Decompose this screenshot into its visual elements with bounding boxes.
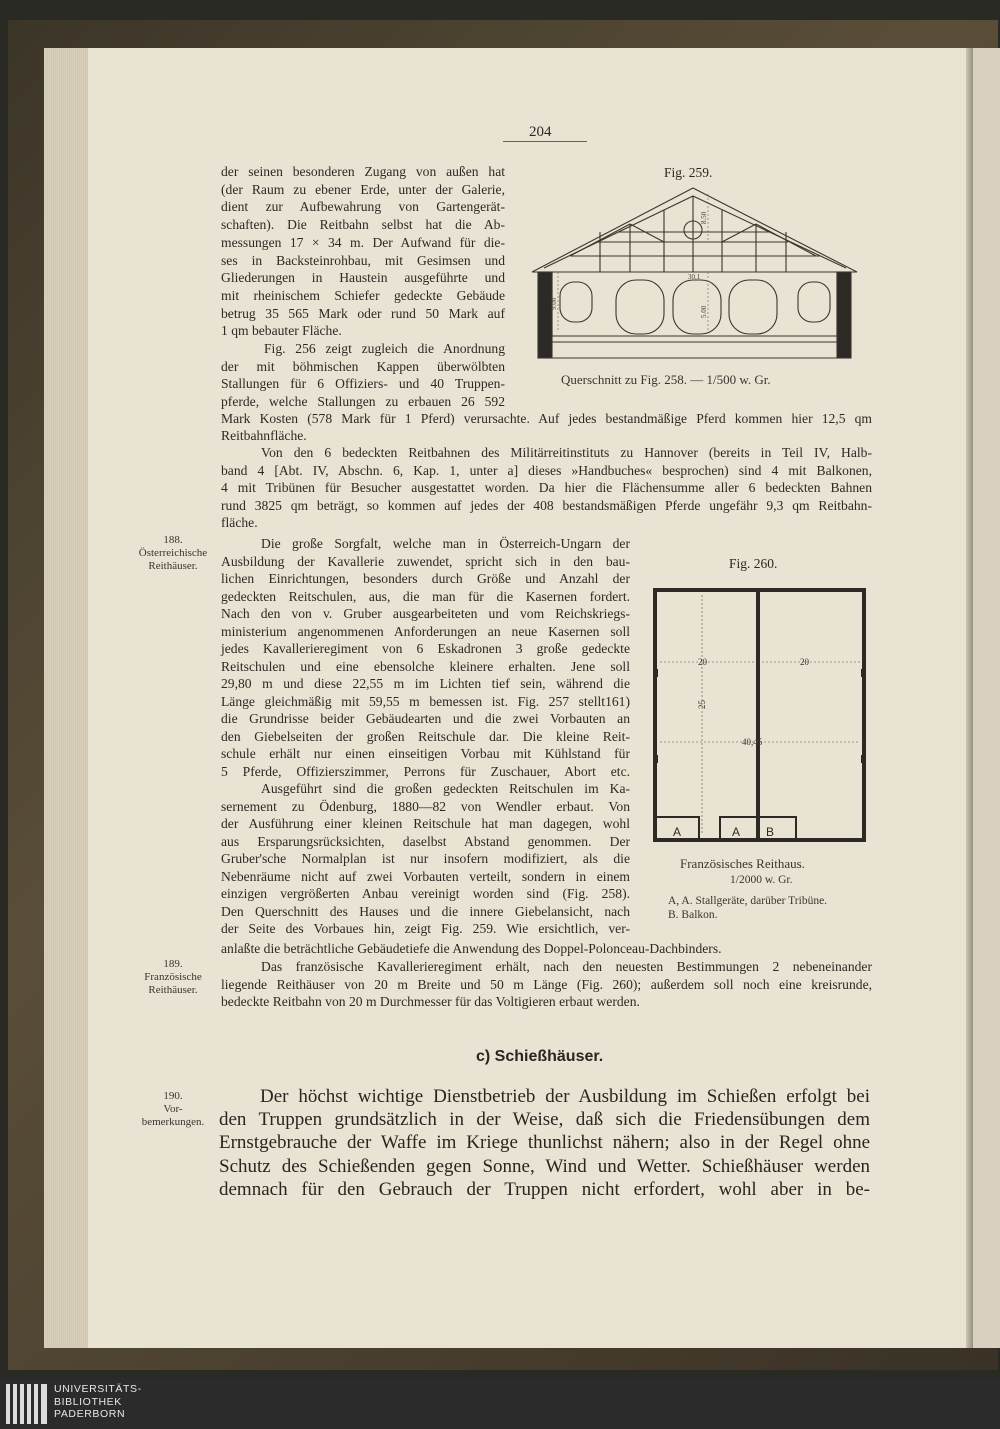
- full-line-3: anlaßte die beträchtliche Gebäudetiefe die Anwendung des Doppel-Polonceau-Dachbinders.: [221, 941, 722, 956]
- library-logo-bars: [4, 1382, 50, 1426]
- para-french-line: Das französische Kavallerieregiment erhält, nach den neuesten Bestimmungen 2 nebeneinander: [261, 959, 872, 974]
- fig260-caption: Französisches Reithaus.: [680, 856, 805, 871]
- fig260-legend-a: A, A. Stallgeräte, darüber Tribüne.: [668, 895, 828, 907]
- col-left-mid-line: die Grundrisse beider Gebäudearten und die zwei Vorbauten an: [221, 711, 630, 726]
- fig260-dim-25: 25: [697, 700, 707, 709]
- col-left-top-line: der mit böhmischen Kappen überwölbten: [221, 358, 505, 374]
- fig259-dim-301: 30.1: [688, 273, 701, 281]
- para-large-line: demnach für den Gebrauch der Truppen nicht erfordert, wohl aber in be-: [219, 1178, 870, 1200]
- col-left-mid-line: lichen Einrichtungen, besonders durch Größe und Anzahl der: [221, 571, 630, 586]
- col-left-top-line: Gliederungen in Haustein ausgeführte und: [221, 270, 505, 286]
- col-left-top-line: betrug 35 565 Mark oder rund 50 Mark auf: [221, 305, 505, 321]
- para-french-line: liegende Reithäuser von 20 m Breite und 50 m Länge (Fig. 260); außerdem soll noch eine kreisrunde,: [221, 976, 872, 992]
- col-left-top-line: 1 qm bebauter Fläche.: [221, 323, 342, 339]
- page-edges: [44, 48, 90, 1348]
- fig260-title: Fig. 260.: [729, 556, 778, 571]
- fig259-caption: Querschnitt zu Fig. 258. — 1/500 w. Gr.: [561, 372, 771, 387]
- full-line-2: Reitbahnfläche.: [221, 428, 307, 443]
- para-hannover-line: band 4 [Abt. IV, Abschn. 6, Kap. 1, unter a] dieses »Handbuches« besprochen) sind 4 mit Balkonen,: [221, 462, 872, 478]
- section-heading: c) Schießhäuser.: [476, 1048, 604, 1065]
- col-left-top-line: (der Raum zu ebener Erde, unter der Galerie,: [221, 181, 505, 197]
- fig259-cross-section: [530, 184, 860, 369]
- col-left-top-line: pferde, welche Stallungen zu erbauen 26 592: [221, 394, 505, 410]
- side-190-line: 190.: [163, 1090, 183, 1102]
- side-189-line: Französische: [144, 971, 202, 983]
- col-left-top-line: schaften). Die Reitbahn selbst hat die Ab-: [221, 217, 505, 233]
- col-left-top-line: messungen 17 × 34 m. Der Aufwand für die-: [221, 234, 505, 250]
- library-footer: [0, 1378, 1000, 1429]
- col-left-mid-line: einzigen vergrößerten Anbau vereinigt worden sind (Fig. 258).: [221, 886, 630, 901]
- col-left-mid-line: aus Ersparungsrücksichten, daselbst Abstand genommen. Der: [221, 833, 630, 849]
- fig260-scale: 1/2000 w. Gr.: [730, 874, 793, 886]
- side-188-line: 188.: [163, 534, 183, 546]
- col-left-mid-line: Nebenräume nicht auf zwei Vorbauten verteilt, sondern in einem: [221, 868, 630, 884]
- page-number-rule: [503, 141, 587, 142]
- col-left-top-line: der seinen besonderen Zugang von außen hat: [221, 164, 505, 179]
- side-188-line: Reithäuser.: [148, 560, 198, 572]
- fig259-title: Fig. 259.: [664, 165, 713, 180]
- page-number: 204: [529, 124, 552, 140]
- col-left-mid-line: Ausgeführt sind die großen gedeckten Reitschulen im Ka-: [261, 781, 630, 796]
- col-left-top-line: Fig. 256 zeigt zugleich die Anordnung: [264, 341, 505, 356]
- side-189-line: 189.: [163, 958, 183, 970]
- para-large-line: Der höchst wichtige Dienstbetrieb der Ausbildung im Schießen erfolgt bei: [260, 1086, 870, 1107]
- fig260-label-b: B: [766, 825, 775, 839]
- next-page-edge: [973, 48, 1000, 1348]
- side-188-line: Österreichische: [138, 547, 208, 559]
- col-left-mid-line: ministerium angenommenen Anforderungen an neue Kasernen soll: [221, 623, 630, 639]
- col-left-mid-line: sernement zu Ödenburg, 1880—82 von Wendler erbaut. Von: [221, 798, 630, 814]
- col-left-top-line: mit rheinischem Schiefer gedeckte Gebäude: [221, 287, 505, 303]
- fig260-floor-plan: [650, 585, 870, 845]
- full-line-1: Mark Kosten (578 Mark für 1 Pferd) verursachte. Auf jedes bestandmäßige Pferd kommen hier 12,5 qm: [221, 411, 872, 426]
- col-left-mid-line: Die große Sorgfalt, welche man in Österreich-Ungarn der: [261, 536, 630, 551]
- col-left-mid-line: jedes Kavallerieregiment von 6 Eskadronen 3 große gedeckte: [221, 641, 630, 656]
- col-left-mid-line: den Giebelseiten der großen Reitschule dar. Die kleine Reit-: [221, 728, 630, 744]
- fig259-dim-900: 9.00: [550, 297, 558, 310]
- para-large-line: Ernstgebrauche der Waffe im Kriege thunlichst nähern; also in der Regel ohne: [219, 1132, 870, 1154]
- para-hannover-line: 4 mit Tribünen für Besucher ausgestattet worden. Da hier die Flächensumme aller 6 bedeckten Bahnen: [221, 480, 872, 495]
- side-190-line: Vor-: [163, 1103, 183, 1115]
- fig260-dim-20b: 20: [800, 657, 809, 667]
- para-large-line: Schutz des Schießenden gegen Sonne, Wind und Wetter. Schießhäuser werden: [219, 1155, 870, 1177]
- col-left-top-line: dient zur Aufbewahrung von Gartengerät-: [221, 199, 505, 215]
- para-hannover-line: rund 3825 qm beträgt, so kommen auf jedes der 408 bestandsmäßigen Pferde ungefähr 9,3 qm Reitbahn-: [221, 497, 872, 513]
- col-left-mid-line: Reitschulen und eine ebensolche kleinere erhalten. Jene soll: [221, 658, 630, 674]
- col-left-mid-line: Nach den von v. Gruber ausgearbeiteten und vom Reichskriegs-: [221, 606, 630, 621]
- para-french-line: bedeckte Reitbahn von 20 m Durchmesser für das Voltigieren erbaut werden.: [221, 994, 640, 1009]
- library-logo-text: UNIVERSITÄTS- BIBLIOTHEK PADERBORN: [54, 1383, 142, 1420]
- col-left-top-line: ses in Backsteinrohbau, mit Gesimsen und: [221, 252, 505, 268]
- side-189-line: Reithäuser.: [148, 984, 198, 996]
- col-left-mid-line: gedeckten Reitschulen, aus, die man für die Kasernen fordert.: [221, 588, 630, 604]
- para-large-line: den Truppen grundsätzlich in der Weise, daß sich die Friedensübungen dem: [219, 1109, 870, 1131]
- col-left-mid-line: schule erhält nur einen einseitigen Vorbau mit Kühlstand für: [221, 746, 630, 761]
- fig260-label-a1: A: [673, 825, 682, 839]
- col-left-mid-line: Länge gleichmäßig mit 59,55 m bemessen ist. Fig. 257 stellt161): [221, 693, 630, 709]
- para-hannover-line: fläche.: [221, 515, 258, 530]
- fig260-label-a2: A: [732, 825, 741, 839]
- col-left-mid-line: 5 Pferde, Offizierszimmer, Perrons für Zuschauer, Abort etc.: [221, 763, 630, 779]
- col-left-mid-line: Ausbildung der Kavallerie zuwendet, spricht sich in den bau-: [221, 553, 630, 569]
- fig260-dim-4045: 40,45: [742, 737, 763, 747]
- col-left-mid-line: der Ausführung einer kleinen Reitschule hat man dagegen, wohl: [221, 816, 630, 831]
- fig260-legend-b: B. Balkon.: [668, 909, 718, 921]
- col-left-mid-line: der Seite des Vorbaues hin, zeigt Fig. 259. Wie ersichtlich, ver-: [221, 921, 630, 936]
- library-logo: [4, 1382, 144, 1426]
- fig259-dim-500: 5.00: [700, 305, 708, 318]
- col-left-mid-line: 29,80 m und diese 22,55 m im Lichten tief sein, während die: [221, 676, 630, 691]
- fig259-dim-850: 8.50: [700, 211, 708, 224]
- side-190-line: bemerkungen.: [141, 1116, 205, 1128]
- fig260-dim-20a: 20: [698, 657, 707, 667]
- col-left-mid-line: Den Querschnitt des Hauses und die innere Giebelansicht, nach: [221, 903, 630, 919]
- col-left-mid-line: Gruber'sche Normalplan ist nur insofern modifiziert, als die: [221, 851, 630, 866]
- para-hannover-line: Von den 6 bedeckten Reitbahnen des Militärreitinstituts zu Hannover (bereits in Teil IV, Halb-: [261, 445, 872, 460]
- col-left-top-line: Stallungen für 6 Offiziers- und 40 Truppen-: [221, 376, 505, 392]
